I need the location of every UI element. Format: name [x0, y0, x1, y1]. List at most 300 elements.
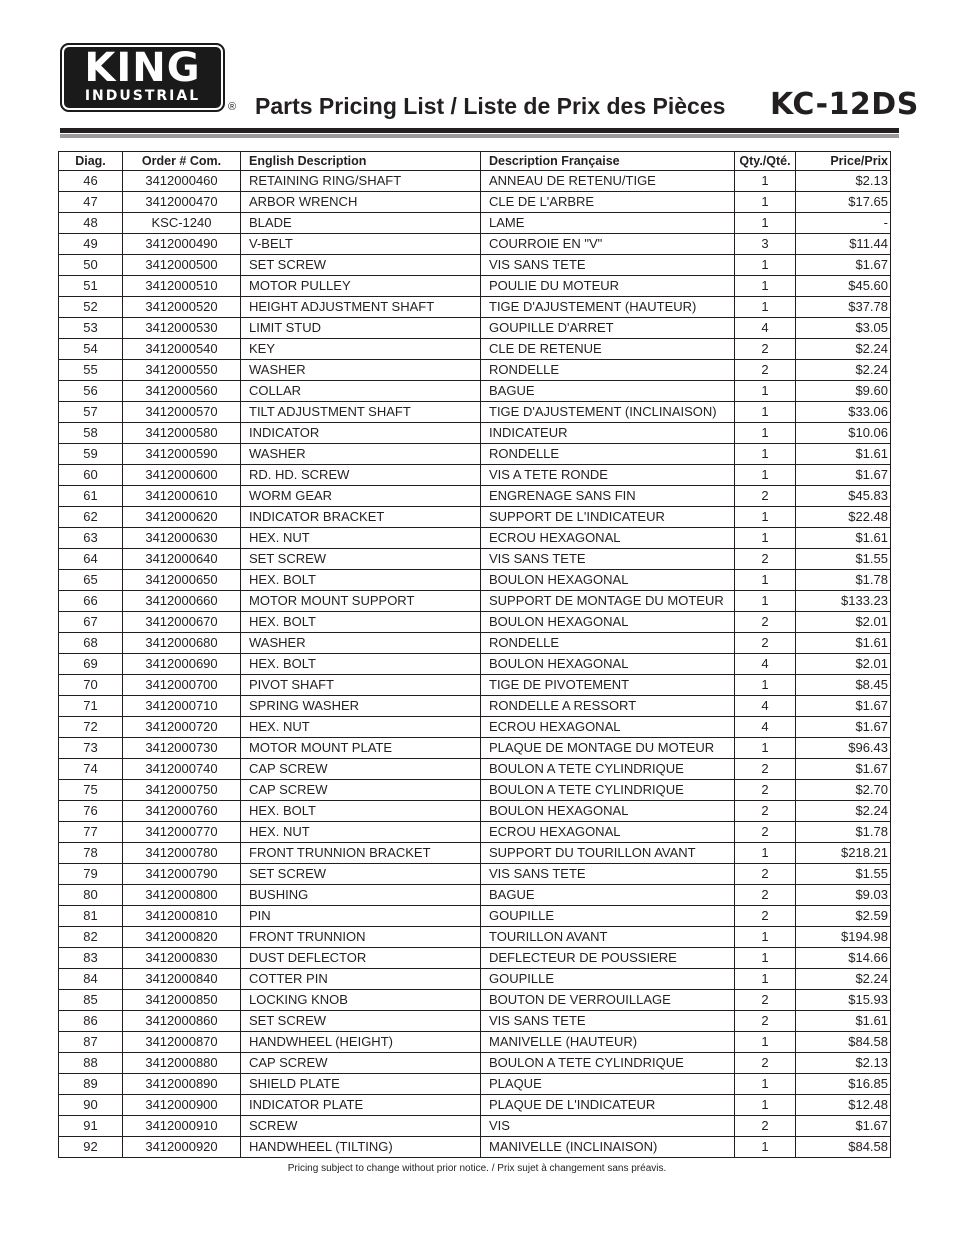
- table-row: [59, 423, 891, 444]
- table-header-row: [59, 152, 891, 171]
- cell-order-number: KSC-1240: [123, 213, 241, 234]
- cell-french-description: VIS: [481, 1116, 735, 1137]
- cell-english-description: TILT ADJUSTMENT SHAFT: [241, 402, 481, 423]
- cell-order-number: 3412000580: [123, 423, 241, 444]
- cell-diag: 55: [59, 360, 123, 381]
- cell-diag: 73: [59, 738, 123, 759]
- cell-quantity: 2: [735, 549, 796, 570]
- cell-diag: 82: [59, 927, 123, 948]
- cell-price: $133.23: [796, 591, 891, 612]
- cell-price: $1.67: [796, 255, 891, 276]
- cell-quantity: 1: [735, 675, 796, 696]
- cell-english-description: INDICATOR PLATE: [241, 1095, 481, 1116]
- cell-order-number: 3412000510: [123, 276, 241, 297]
- cell-quantity: 1: [735, 570, 796, 591]
- cell-french-description: BOULON A TETE CYLINDRIQUE: [481, 759, 735, 780]
- table-row: [59, 822, 891, 843]
- cell-french-description: BAGUE: [481, 885, 735, 906]
- cell-price: $1.61: [796, 1011, 891, 1032]
- cell-quantity: 1: [735, 402, 796, 423]
- table-row: [59, 696, 891, 717]
- cell-english-description: CAP SCREW: [241, 780, 481, 801]
- cell-quantity: 1: [735, 423, 796, 444]
- cell-french-description: TIGE DE PIVOTEMENT: [481, 675, 735, 696]
- cell-diag: 62: [59, 507, 123, 528]
- cell-order-number: 3412000890: [123, 1074, 241, 1095]
- cell-french-description: MANIVELLE (INCLINAISON): [481, 1137, 735, 1158]
- cell-price: $2.70: [796, 780, 891, 801]
- cell-quantity: 1: [735, 297, 796, 318]
- cell-diag: 59: [59, 444, 123, 465]
- cell-english-description: INDICATOR: [241, 423, 481, 444]
- cell-french-description: RONDELLE A RESSORT: [481, 696, 735, 717]
- cell-price: $2.24: [796, 969, 891, 990]
- pricing-disclaimer: Pricing subject to change without prior notice. / Prix sujet à changement sans préavis.: [287, 1163, 667, 1174]
- cell-price: $1.55: [796, 549, 891, 570]
- cell-diag: 69: [59, 654, 123, 675]
- cell-order-number: 3412000840: [123, 969, 241, 990]
- page-title: Parts Pricing List / Liste de Prix des Pièces: [255, 93, 726, 119]
- cell-diag: 54: [59, 339, 123, 360]
- cell-order-number: 3412000770: [123, 822, 241, 843]
- cell-french-description: RONDELLE: [481, 360, 735, 381]
- cell-order-number: 3412000640: [123, 549, 241, 570]
- cell-quantity: 1: [735, 507, 796, 528]
- cell-french-description: MANIVELLE (HAUTEUR): [481, 1032, 735, 1053]
- cell-order-number: 3412000540: [123, 339, 241, 360]
- table-row: [59, 360, 891, 381]
- cell-diag: 56: [59, 381, 123, 402]
- cell-price: $1.61: [796, 528, 891, 549]
- cell-diag: 66: [59, 591, 123, 612]
- cell-french-description: PLAQUE DE MONTAGE DU MOTEUR: [481, 738, 735, 759]
- cell-english-description: HANDWHEEL (HEIGHT): [241, 1032, 481, 1053]
- cell-french-description: BOULON HEXAGONAL: [481, 612, 735, 633]
- cell-order-number: 3412000900: [123, 1095, 241, 1116]
- table-row: [59, 591, 891, 612]
- cell-quantity: 2: [735, 885, 796, 906]
- cell-english-description: SET SCREW: [241, 864, 481, 885]
- cell-quantity: 4: [735, 717, 796, 738]
- table-row: [59, 633, 891, 654]
- cell-english-description: LIMIT STUD: [241, 318, 481, 339]
- cell-diag: 79: [59, 864, 123, 885]
- cell-order-number: 3412000910: [123, 1116, 241, 1137]
- table-row: [59, 213, 891, 234]
- cell-french-description: GOUPILLE: [481, 906, 735, 927]
- cell-price: $2.24: [796, 339, 891, 360]
- cell-french-description: SUPPORT DE MONTAGE DU MOTEUR: [481, 591, 735, 612]
- cell-quantity: 2: [735, 339, 796, 360]
- cell-diag: 47: [59, 192, 123, 213]
- cell-price: $1.61: [796, 633, 891, 654]
- table-row: [59, 717, 891, 738]
- cell-english-description: SCREW: [241, 1116, 481, 1137]
- cell-french-description: POULIE DU MOTEUR: [481, 276, 735, 297]
- cell-price: $14.66: [796, 948, 891, 969]
- cell-english-description: WASHER: [241, 444, 481, 465]
- cell-french-description: VIS SANS TETE: [481, 1011, 735, 1032]
- cell-diag: 58: [59, 423, 123, 444]
- cell-french-description: CLE DE RETENUE: [481, 339, 735, 360]
- cell-order-number: 3412000860: [123, 1011, 241, 1032]
- table-row: [59, 738, 891, 759]
- cell-price: $84.58: [796, 1137, 891, 1158]
- cell-english-description: BLADE: [241, 213, 481, 234]
- cell-diag: 75: [59, 780, 123, 801]
- cell-english-description: SPRING WASHER: [241, 696, 481, 717]
- cell-price: $10.06: [796, 423, 891, 444]
- cell-french-description: GOUPILLE D'ARRET: [481, 318, 735, 339]
- cell-order-number: 3412000670: [123, 612, 241, 633]
- parts-table: [58, 151, 891, 1158]
- cell-diag: 87: [59, 1032, 123, 1053]
- cell-price: $1.67: [796, 465, 891, 486]
- cell-price: $1.55: [796, 864, 891, 885]
- cell-diag: 90: [59, 1095, 123, 1116]
- cell-quantity: 1: [735, 591, 796, 612]
- cell-french-description: BOULON A TETE CYLINDRIQUE: [481, 1053, 735, 1074]
- cell-diag: 49: [59, 234, 123, 255]
- cell-diag: 51: [59, 276, 123, 297]
- cell-price: $1.78: [796, 570, 891, 591]
- cell-english-description: WASHER: [241, 360, 481, 381]
- table-row: [59, 780, 891, 801]
- cell-french-description: BAGUE: [481, 381, 735, 402]
- cell-price: $2.24: [796, 360, 891, 381]
- cell-english-description: ARBOR WRENCH: [241, 192, 481, 213]
- table-row: [59, 192, 891, 213]
- column-header-price: Price/Prix: [796, 152, 891, 171]
- cell-diag: 68: [59, 633, 123, 654]
- cell-price: $1.67: [796, 696, 891, 717]
- logo-subtitle: INDUSTRIAL: [84, 88, 201, 104]
- cell-french-description: TIGE D'AJUSTEMENT (INCLINAISON): [481, 402, 735, 423]
- cell-english-description: FRONT TRUNNION: [241, 927, 481, 948]
- table-row: [59, 465, 891, 486]
- cell-diag: 92: [59, 1137, 123, 1158]
- table-row: [59, 381, 891, 402]
- cell-french-description: CLE DE L'ARBRE: [481, 192, 735, 213]
- cell-quantity: 1: [735, 738, 796, 759]
- cell-quantity: 1: [735, 444, 796, 465]
- cell-french-description: INDICATEUR: [481, 423, 735, 444]
- table-row: [59, 255, 891, 276]
- cell-diag: 77: [59, 822, 123, 843]
- cell-english-description: WASHER: [241, 633, 481, 654]
- table-row: [59, 549, 891, 570]
- cell-diag: 57: [59, 402, 123, 423]
- cell-diag: 64: [59, 549, 123, 570]
- cell-english-description: INDICATOR BRACKET: [241, 507, 481, 528]
- cell-price: $37.78: [796, 297, 891, 318]
- cell-english-description: SET SCREW: [241, 1011, 481, 1032]
- cell-diag: 67: [59, 612, 123, 633]
- cell-french-description: ECROU HEXAGONAL: [481, 822, 735, 843]
- cell-order-number: 3412000520: [123, 297, 241, 318]
- cell-diag: 53: [59, 318, 123, 339]
- cell-price: $17.65: [796, 192, 891, 213]
- cell-english-description: COTTER PIN: [241, 969, 481, 990]
- table-row: [59, 885, 891, 906]
- cell-price: -: [796, 213, 891, 234]
- cell-french-description: BOUTON DE VERROUILLAGE: [481, 990, 735, 1011]
- cell-diag: 76: [59, 801, 123, 822]
- cell-quantity: 2: [735, 486, 796, 507]
- table-row: [59, 843, 891, 864]
- table-row: [59, 171, 891, 192]
- cell-diag: 63: [59, 528, 123, 549]
- cell-price: $2.01: [796, 654, 891, 675]
- cell-french-description: BOULON HEXAGONAL: [481, 570, 735, 591]
- king-industrial-logo: [60, 43, 225, 112]
- cell-french-description: VIS A TETE RONDE: [481, 465, 735, 486]
- column-header-english: English Description: [241, 152, 481, 171]
- cell-order-number: 3412000660: [123, 591, 241, 612]
- table-row: [59, 486, 891, 507]
- cell-english-description: FRONT TRUNNION BRACKET: [241, 843, 481, 864]
- cell-quantity: 1: [735, 255, 796, 276]
- cell-english-description: PIVOT SHAFT: [241, 675, 481, 696]
- cell-price: $2.13: [796, 1053, 891, 1074]
- cell-english-description: BUSHING: [241, 885, 481, 906]
- cell-french-description: COURROIE EN "V": [481, 234, 735, 255]
- cell-quantity: 1: [735, 381, 796, 402]
- cell-order-number: 3412000460: [123, 171, 241, 192]
- cell-order-number: 3412000850: [123, 990, 241, 1011]
- cell-english-description: MOTOR MOUNT SUPPORT: [241, 591, 481, 612]
- column-header-qty: Qty./Qté.: [735, 152, 796, 171]
- cell-order-number: 3412000630: [123, 528, 241, 549]
- cell-price: $1.78: [796, 822, 891, 843]
- cell-order-number: 3412000730: [123, 738, 241, 759]
- table-row: [59, 570, 891, 591]
- cell-diag: 70: [59, 675, 123, 696]
- cell-french-description: PLAQUE DE L'INDICATEUR: [481, 1095, 735, 1116]
- cell-diag: 78: [59, 843, 123, 864]
- cell-french-description: VIS SANS TETE: [481, 549, 735, 570]
- cell-french-description: RONDELLE: [481, 444, 735, 465]
- cell-quantity: 2: [735, 864, 796, 885]
- cell-quantity: 1: [735, 948, 796, 969]
- cell-price: $84.58: [796, 1032, 891, 1053]
- cell-quantity: 2: [735, 1116, 796, 1137]
- cell-order-number: 3412000470: [123, 192, 241, 213]
- cell-order-number: 3412000780: [123, 843, 241, 864]
- cell-order-number: 3412000880: [123, 1053, 241, 1074]
- cell-english-description: PIN: [241, 906, 481, 927]
- cell-french-description: ECROU HEXAGONAL: [481, 528, 735, 549]
- cell-english-description: RETAINING RING/SHAFT: [241, 171, 481, 192]
- table-row: [59, 906, 891, 927]
- cell-quantity: 2: [735, 633, 796, 654]
- cell-quantity: 2: [735, 612, 796, 633]
- cell-english-description: COLLAR: [241, 381, 481, 402]
- cell-french-description: RONDELLE: [481, 633, 735, 654]
- cell-quantity: 4: [735, 654, 796, 675]
- header-rule-shadow: [60, 134, 899, 138]
- table-row: [59, 759, 891, 780]
- table-row: [59, 948, 891, 969]
- cell-english-description: HEX. BOLT: [241, 801, 481, 822]
- cell-french-description: BOULON HEXAGONAL: [481, 654, 735, 675]
- cell-quantity: 1: [735, 927, 796, 948]
- cell-french-description: TIGE D'AJUSTEMENT (HAUTEUR): [481, 297, 735, 318]
- cell-quantity: 1: [735, 192, 796, 213]
- cell-quantity: 2: [735, 1011, 796, 1032]
- table-row: [59, 654, 891, 675]
- cell-order-number: 3412000650: [123, 570, 241, 591]
- cell-english-description: HEX. NUT: [241, 717, 481, 738]
- cell-quantity: 4: [735, 318, 796, 339]
- cell-price: $2.59: [796, 906, 891, 927]
- cell-french-description: SUPPORT DU TOURILLON AVANT: [481, 843, 735, 864]
- table-row: [59, 1137, 891, 1158]
- model-number: KC-12DS: [770, 87, 919, 122]
- cell-french-description: PLAQUE: [481, 1074, 735, 1095]
- cell-quantity: 1: [735, 465, 796, 486]
- cell-diag: 84: [59, 969, 123, 990]
- cell-price: $194.98: [796, 927, 891, 948]
- table-row: [59, 927, 891, 948]
- cell-price: $3.05: [796, 318, 891, 339]
- table-row: [59, 864, 891, 885]
- cell-quantity: 1: [735, 1137, 796, 1158]
- cell-english-description: MOTOR PULLEY: [241, 276, 481, 297]
- cell-french-description: LAME: [481, 213, 735, 234]
- cell-english-description: SET SCREW: [241, 549, 481, 570]
- table-row: [59, 1053, 891, 1074]
- cell-price: $8.45: [796, 675, 891, 696]
- cell-english-description: CAP SCREW: [241, 759, 481, 780]
- cell-order-number: 3412000550: [123, 360, 241, 381]
- cell-order-number: 3412000690: [123, 654, 241, 675]
- cell-order-number: 3412000800: [123, 885, 241, 906]
- table-row: [59, 234, 891, 255]
- cell-price: $16.85: [796, 1074, 891, 1095]
- cell-price: $45.83: [796, 486, 891, 507]
- cell-english-description: MOTOR MOUNT PLATE: [241, 738, 481, 759]
- cell-price: $45.60: [796, 276, 891, 297]
- cell-english-description: V-BELT: [241, 234, 481, 255]
- cell-price: $2.24: [796, 801, 891, 822]
- table-row: [59, 402, 891, 423]
- cell-english-description: SHIELD PLATE: [241, 1074, 481, 1095]
- cell-price: $1.67: [796, 759, 891, 780]
- table-row: [59, 801, 891, 822]
- cell-quantity: 1: [735, 213, 796, 234]
- cell-english-description: HEX. BOLT: [241, 612, 481, 633]
- table-row: [59, 297, 891, 318]
- cell-french-description: SUPPORT DE L'INDICATEUR: [481, 507, 735, 528]
- column-header-diag: Diag.: [59, 152, 123, 171]
- table-row: [59, 276, 891, 297]
- cell-diag: 89: [59, 1074, 123, 1095]
- cell-order-number: 3412000560: [123, 381, 241, 402]
- column-header-french: Description Française: [481, 152, 735, 171]
- cell-quantity: 2: [735, 822, 796, 843]
- cell-diag: 81: [59, 906, 123, 927]
- cell-quantity: 2: [735, 990, 796, 1011]
- cell-diag: 50: [59, 255, 123, 276]
- cell-order-number: 3412000710: [123, 696, 241, 717]
- cell-order-number: 3412000500: [123, 255, 241, 276]
- cell-french-description: ECROU HEXAGONAL: [481, 717, 735, 738]
- cell-diag: 80: [59, 885, 123, 906]
- cell-order-number: 3412000920: [123, 1137, 241, 1158]
- cell-order-number: 3412000600: [123, 465, 241, 486]
- table-row: [59, 1116, 891, 1137]
- header-rule: [60, 128, 899, 133]
- cell-quantity: 1: [735, 276, 796, 297]
- cell-english-description: HEX. BOLT: [241, 570, 481, 591]
- cell-quantity: 2: [735, 906, 796, 927]
- cell-diag: 74: [59, 759, 123, 780]
- cell-diag: 52: [59, 297, 123, 318]
- cell-quantity: 2: [735, 780, 796, 801]
- table-row: [59, 444, 891, 465]
- cell-quantity: 1: [735, 1095, 796, 1116]
- cell-order-number: 3412000620: [123, 507, 241, 528]
- cell-quantity: 2: [735, 759, 796, 780]
- cell-english-description: KEY: [241, 339, 481, 360]
- cell-english-description: RD. HD. SCREW: [241, 465, 481, 486]
- cell-order-number: 3412000680: [123, 633, 241, 654]
- cell-quantity: 2: [735, 801, 796, 822]
- cell-diag: 71: [59, 696, 123, 717]
- cell-french-description: VIS SANS TETE: [481, 255, 735, 276]
- table-row: [59, 1032, 891, 1053]
- cell-order-number: 3412000810: [123, 906, 241, 927]
- cell-order-number: 3412000760: [123, 801, 241, 822]
- cell-english-description: HEX. NUT: [241, 528, 481, 549]
- cell-price: $2.01: [796, 612, 891, 633]
- table-row: [59, 528, 891, 549]
- cell-quantity: 3: [735, 234, 796, 255]
- cell-price: $33.06: [796, 402, 891, 423]
- cell-english-description: CAP SCREW: [241, 1053, 481, 1074]
- cell-quantity: 2: [735, 360, 796, 381]
- cell-french-description: ENGRENAGE SANS FIN: [481, 486, 735, 507]
- cell-order-number: 3412000610: [123, 486, 241, 507]
- cell-diag: 46: [59, 171, 123, 192]
- cell-french-description: BOULON A TETE CYLINDRIQUE: [481, 780, 735, 801]
- cell-diag: 60: [59, 465, 123, 486]
- cell-diag: 86: [59, 1011, 123, 1032]
- cell-price: $218.21: [796, 843, 891, 864]
- cell-english-description: SET SCREW: [241, 255, 481, 276]
- cell-quantity: 1: [735, 1032, 796, 1053]
- cell-order-number: 3412000740: [123, 759, 241, 780]
- cell-price: $96.43: [796, 738, 891, 759]
- cell-french-description: ANNEAU DE RETENU/TIGE: [481, 171, 735, 192]
- cell-price: $12.48: [796, 1095, 891, 1116]
- cell-order-number: 3412000700: [123, 675, 241, 696]
- logo-wordmark: KING: [84, 45, 201, 91]
- cell-english-description: LOCKING KNOB: [241, 990, 481, 1011]
- cell-quantity: 1: [735, 1074, 796, 1095]
- cell-order-number: 3412000790: [123, 864, 241, 885]
- cell-french-description: DEFLECTEUR DE POUSSIERE: [481, 948, 735, 969]
- cell-price: $1.67: [796, 1116, 891, 1137]
- cell-price: $2.13: [796, 171, 891, 192]
- cell-english-description: DUST DEFLECTOR: [241, 948, 481, 969]
- cell-diag: 72: [59, 717, 123, 738]
- table-row: [59, 1074, 891, 1095]
- cell-quantity: 2: [735, 1053, 796, 1074]
- table-row: [59, 612, 891, 633]
- table-row: [59, 318, 891, 339]
